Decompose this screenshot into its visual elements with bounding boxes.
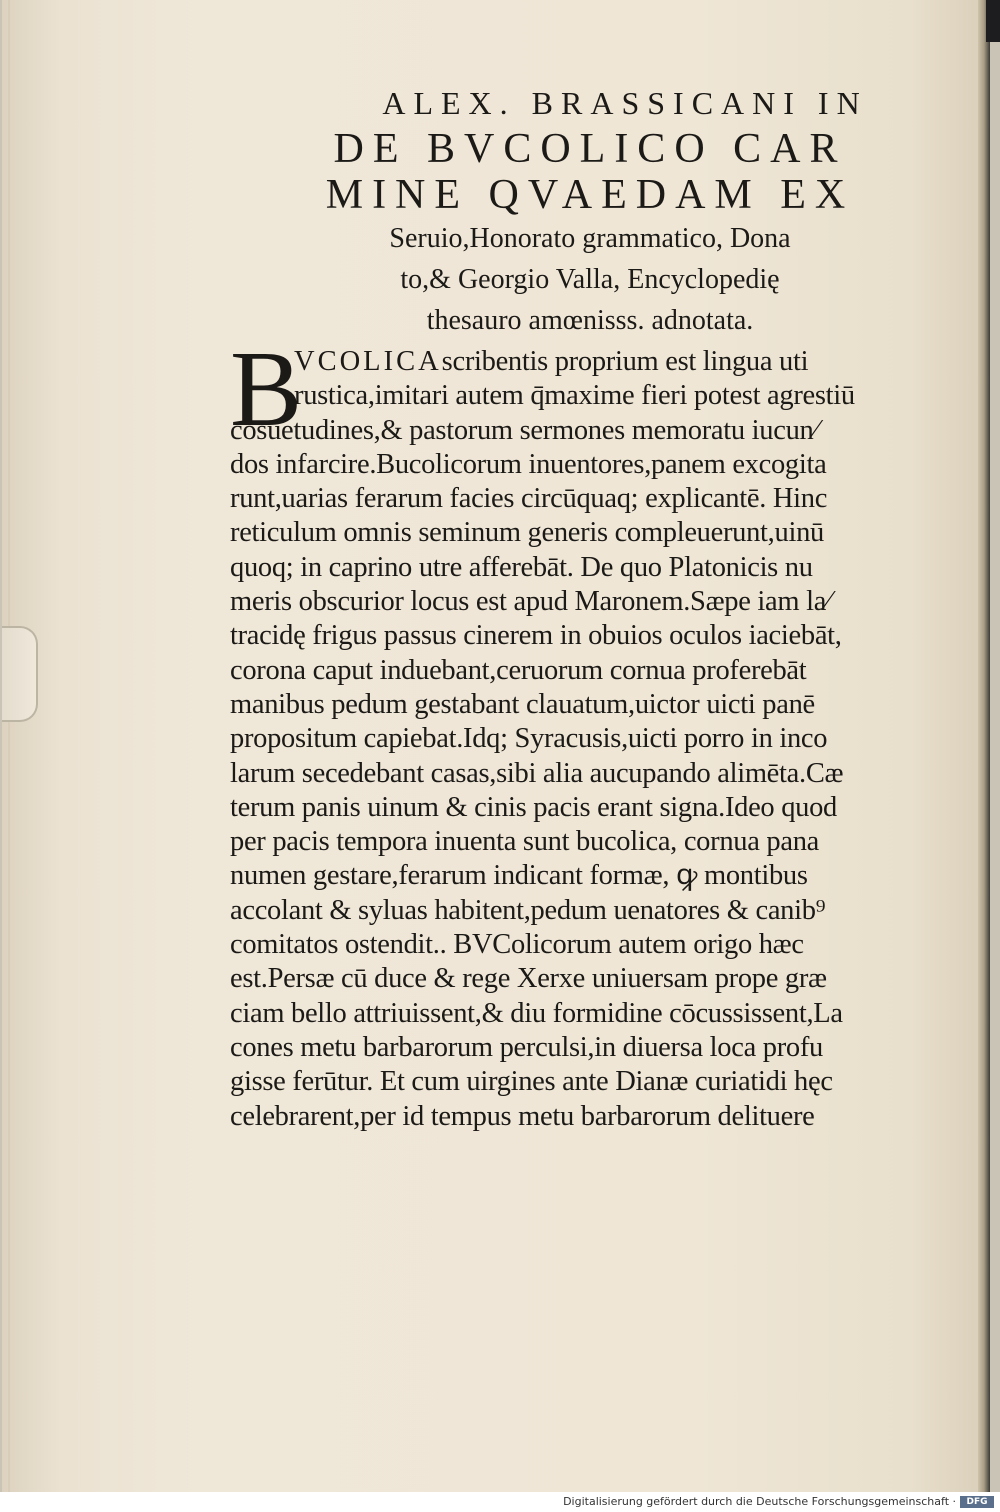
body-line: celebrarent,per id tempus metu barbarorum delituere (230, 1100, 815, 1132)
body-line: dos infarcire.Bucolicorum inuentores,panem excogita (230, 448, 827, 480)
body-line: tracidę frigus passus cinerem in obuios oculos iaciebāt, (230, 620, 842, 652)
heading-line-6: thesauro amœnisss. adnotata. (426, 305, 754, 336)
heading-line-4: Seruio,Honorato grammatico, Dona (389, 223, 791, 254)
book-page (2, 0, 990, 1492)
dfg-logo-icon: DFG (960, 1496, 994, 1508)
footer-bar (0, 1492, 1000, 1512)
body-line: accolant & syluas habitent,pedum uenatores & canib⁹ (230, 894, 826, 926)
heading-line-5: to,& Georgio Valla, Encyclopedię (400, 264, 780, 295)
page-fold-shadow (8, 0, 10, 1492)
page-edge (978, 0, 990, 1492)
body-line: meris obscurior locus est apud Maronem.Sæpe iam la⁄ (230, 586, 831, 618)
heading-line-3: MINE QVAEDAM EX (325, 172, 855, 218)
body-line: rustica,imitari autem q̄maxime fieri potest agrestiū (294, 380, 855, 412)
body-line: cones metu barbarorum perculsi,in diuersa loca profu (230, 1031, 823, 1063)
heading-line-1: ALEX. BRASSICANI IN (382, 85, 868, 121)
heading-line-2: DE BVCOLICO CAR (333, 126, 847, 172)
body-line: cōsuetudines,& pastorum sermones memoratu iucun⁄ (230, 414, 818, 446)
page-clip-tab (2, 626, 38, 722)
body-line: manibus pedum gestabant clauatum,uictor uicti panē (230, 688, 815, 720)
body-line: est.Persæ cū duce & rege Xerxe uniuersam prope græ (230, 963, 827, 995)
body-line: larum secedebant casas,sibi alia aucupando alimēta.Cæ (230, 757, 844, 789)
funding-credit: Digitalisierung gefördert durch die Deutsche Forschungsgemeinschaft · (563, 1495, 956, 1508)
body-line-rest: scribentis proprium est lingua uti (441, 346, 809, 377)
body-line (230, 345, 950, 379)
body-line: ciam bello attriuissent,& diu formidine cōcussissent,La (230, 997, 843, 1029)
body-text (230, 330, 950, 1134)
body-line: runt,uarias ferarum facies circūquaq; explicantē. Hinc (230, 483, 828, 515)
body-line-caps: VCOLICA (294, 346, 442, 377)
body-line: terum panis uinum & cinis pacis erant signa.Ideo quod (230, 791, 838, 823)
body-line: gisse ferūtur. Et cum uirgines ante Dianæ curiatidi hęc (230, 1066, 833, 1098)
body-line: comitatos ostendit.. BVColicorum autem origo hæc (230, 929, 804, 961)
body-line: propositum capiebat.Idq; Syracusis,uicti porro in inco (230, 723, 828, 755)
scan-corner-background (986, 0, 1000, 42)
printed-text (230, 80, 950, 1134)
body-line: quoq; in caprino utre afferebāt. De quo Platonicis nu (230, 551, 813, 583)
body-line: numen gestare,ferarum indicant formæ, ꝙ montibus (230, 860, 808, 892)
body-line: per pacis tempora inuenta sunt bucolica, cornua pana (230, 826, 819, 858)
drop-cap: B (230, 330, 303, 449)
body-line: corona caput induebant,ceruorum cornua proferebāt (230, 654, 807, 686)
body-line: reticulum omnis seminum generis compleuerunt,uinū (230, 517, 824, 549)
